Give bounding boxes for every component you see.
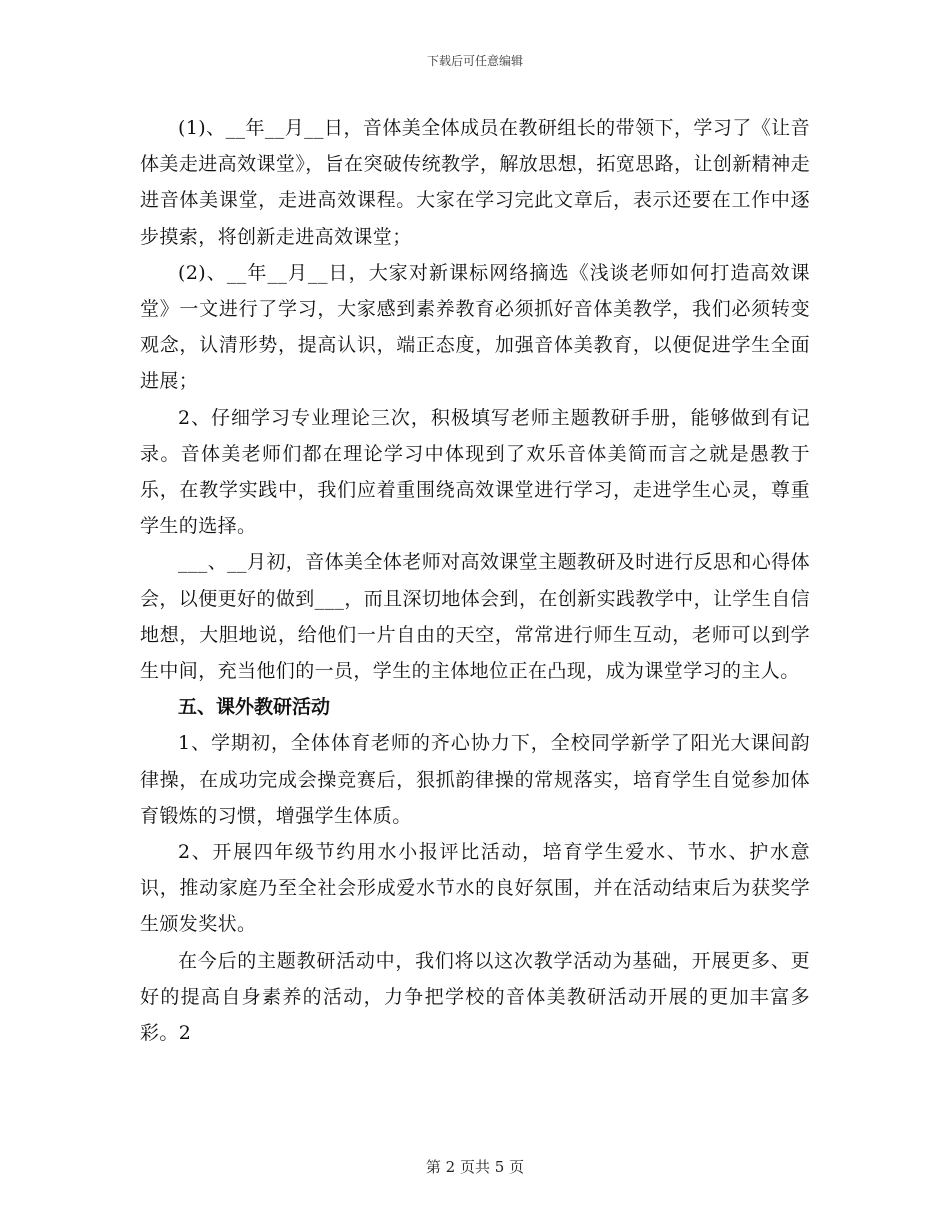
section-heading-extracurricular: 五、课外教研活动	[178, 696, 331, 719]
page-number: 第 2 页共 5 页	[425, 1158, 525, 1176]
paragraph-study-1: (1)、__年__月__日，音体美全体成员在教研组长的带领下，学习了《让音体美走进高效课堂》，旨在突破传统教学，解放思想，拓宽思路，让创新精神走进音体美课堂，走进高效课程。大家在学习完此文章后，表示还要在工作中逐步摸索，将创新走进高效课堂；	[140, 117, 810, 248]
paragraph-study-2: (2)、__年__月__日，大家对新课标网络摘选《浅谈老师如何打造高效课堂》一文进行了学习，大家感到素养教育必须抓好音体美教学，我们必须转变观念，认清形势，提高认识，端正态度，加强音体美教育，以便促进学生全面进展；	[140, 261, 810, 393]
paragraph-water-saving: 2、开展四年级节约用水小报评比活动，培育学生爱水、节水、护水意识，推动家庭乃至全社会形成爱水节水的良好氛围，并在活动结束后为获奖学生颁发奖状。	[140, 841, 810, 936]
paragraph-reflection: ___、__月初，音体美全体老师对高效课堂主题教研及时进行反思和心得体会，以便更好的做到___，而且深切地体会到，在创新实践教学中，让学生自信地想，大胆地说，给他们一片自由的天空，常常进行师生互动，老师可以到学生中间，充当他们的一员，学生的主体地位正在凸现，成为课堂学习的主人。	[140, 551, 810, 683]
document-body	[140, 110, 810, 1051]
paragraph-theory-study: 2、仔细学习专业理论三次，积极填写老师主题教研手册，能够做到有记录。音体美老师们都在理论学习中体现到了欢乐音体美简而言之就是愚教于乐，在教学实践中，我们应着重围绕高效课堂进行学习，走进学生心灵，尊重学生的选择。	[140, 406, 810, 538]
paragraph-conclusion: 在今后的主题教研活动中，我们将以这次教学活动为基础，开展更多、更好的提高自身素养的活动，力争把学校的音体美教研活动开展的更加丰富多彩。2	[140, 949, 810, 1045]
paragraph-rhythmic-exercise: 1、学期初，全体体育老师的齐心协力下，全校同学新学了阳光大课间韵律操，在成功完成会操竞赛后，狠抓韵律操的常规落实，培育学生自觉参加体育锻炼的习惯，增强学生体质。	[140, 732, 810, 827]
page-header-note: 下载后可任意编辑	[426, 54, 523, 68]
